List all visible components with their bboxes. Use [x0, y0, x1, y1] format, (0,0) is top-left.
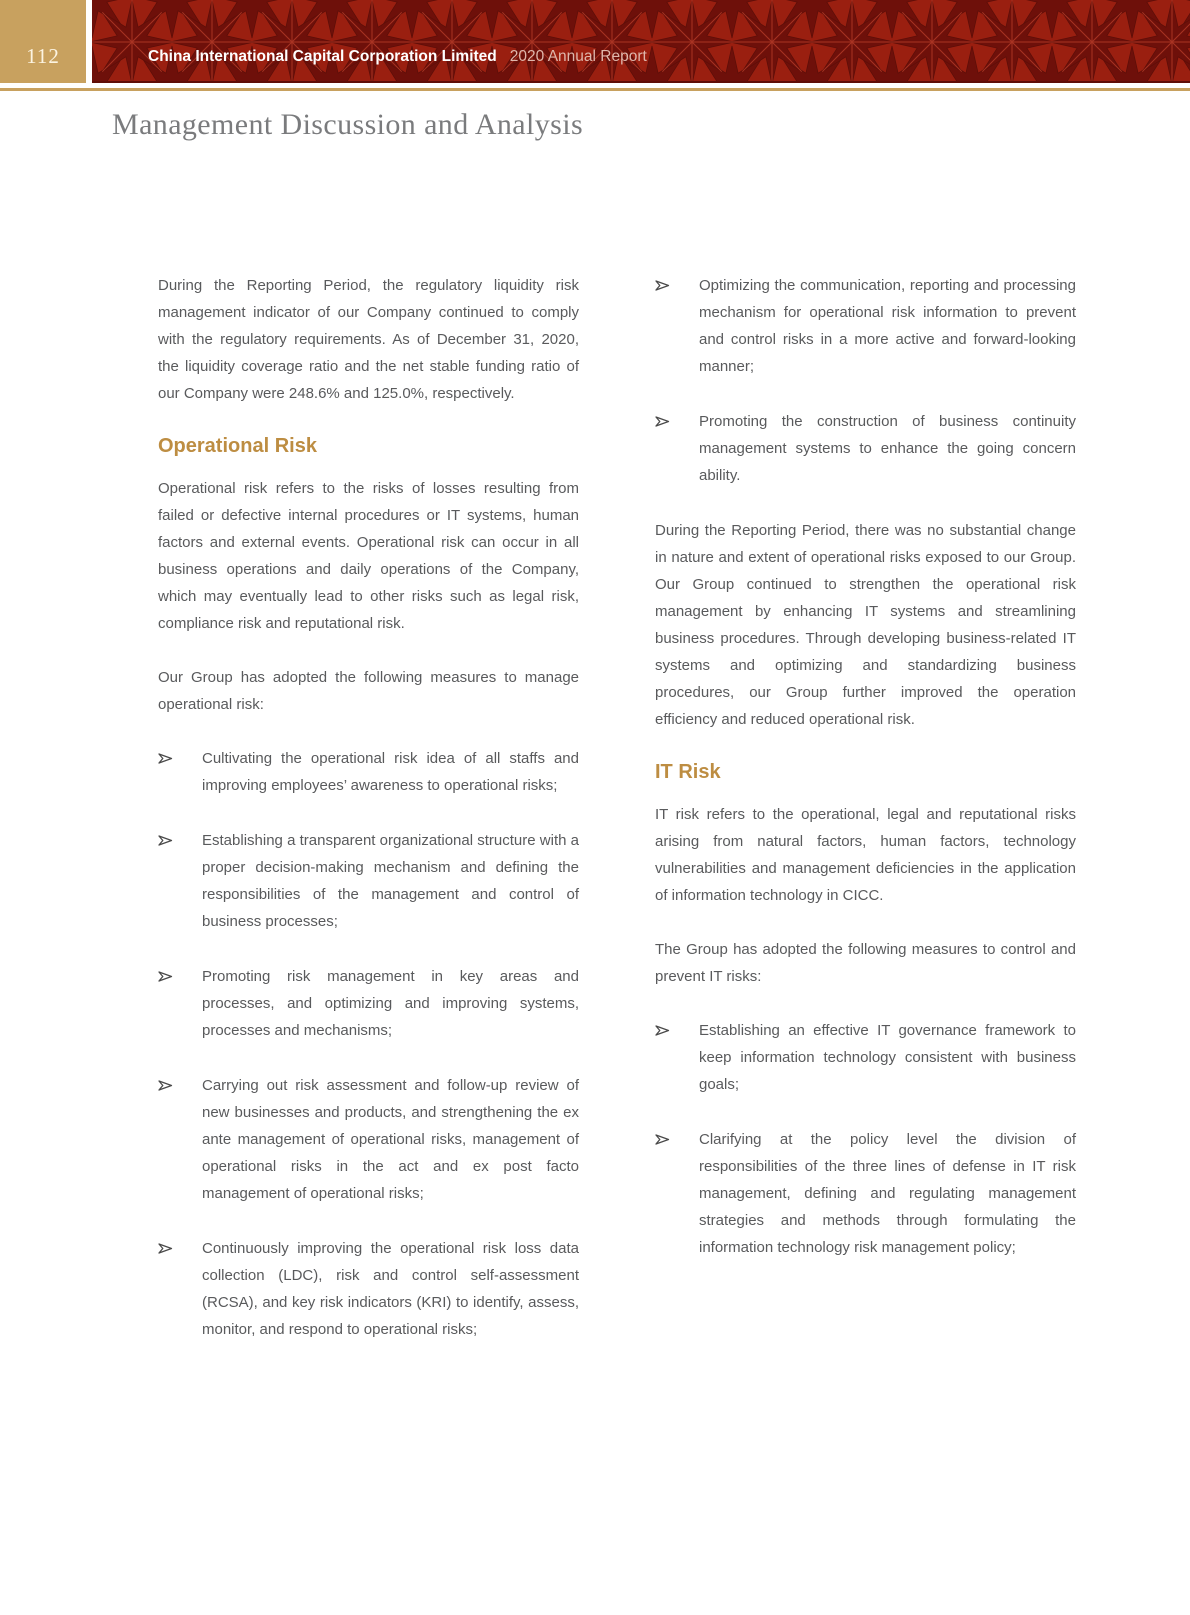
bullet-text: Clarifying at the policy level the division of responsibilities of the three lines of defense in IT risk management, defining and regulating management strategies and methods through formulating the information technology risk management policy; — [699, 1131, 1076, 1256]
bullet-item — [158, 1235, 579, 1343]
arrow-bullet-icon — [655, 272, 699, 380]
arrow-bullet-icon — [655, 408, 699, 489]
paragraph-operational-risk-definition: Operational risk refers to the risks of losses resulting from failed or defective internal procedures or IT systems, human factors and external events. Operational risk can occur in all business operations and daily operations of the Company, which may eventually lead to other risks such as legal risk, compliance risk and reputational risk. — [158, 480, 579, 632]
bullet-item — [655, 272, 1076, 380]
bullet-text: Establishing a transparent organizational structure with a proper decision-making mechanism and defining the responsibilities of the management and control of business processes; — [202, 832, 579, 930]
section-heading-it-risk: IT Risk — [655, 761, 721, 783]
right-column — [655, 272, 1076, 1261]
arrow-bullet-icon — [158, 1072, 202, 1207]
paragraph-it-measures-intro: The Group has adopted the following measures to control and prevent IT risks: — [655, 941, 1076, 985]
bullet-item — [158, 827, 579, 935]
bullet-item — [655, 1017, 1076, 1098]
arrow-bullet-icon — [158, 963, 202, 1044]
banner-text — [148, 49, 647, 65]
arrow-bullet-icon — [655, 1126, 699, 1261]
asanoha-pattern-background — [92, 0, 1190, 81]
bullet-item — [655, 408, 1076, 489]
report-banner — [92, 0, 1190, 83]
bullet-item — [158, 963, 579, 1044]
arrow-bullet-icon — [158, 745, 202, 799]
bullet-text: Continuously improving the operational risk loss data collection (LDC), risk and control self-assessment (RCSA), and key risk indicators (KRI) to identify, assess, monitor, and respond to operational risks; — [202, 1240, 579, 1338]
paragraph-measures-intro: Our Group has adopted the following measures to manage operational risk: — [158, 669, 579, 713]
section-heading-operational-risk: Operational Risk — [158, 435, 317, 457]
bullet-text: Establishing an effective IT governance framework to keep information technology consistent with business goals; — [699, 1022, 1076, 1093]
left-column — [158, 272, 579, 1343]
bullet-text: Optimizing the communication, reporting and processing mechanism for operational risk information to prevent and control risks in a more active and forward-looking manner; — [699, 277, 1076, 375]
report-edition: 2020 Annual Report — [509, 48, 647, 65]
gold-divider-rule — [0, 88, 1190, 91]
bullet-item — [158, 1072, 579, 1207]
bullet-item — [158, 745, 579, 799]
bullet-text: Carrying out risk assessment and follow-up review of new businesses and products, and strengthening the ex ante management of operational risks, management of operational risks in the act and ex post facto management of operational risks; — [202, 1077, 579, 1202]
bullet-text: Promoting the construction of business continuity management systems to enhance the going concern ability. — [699, 413, 1076, 484]
arrow-bullet-icon — [158, 1235, 202, 1343]
bullet-text: Promoting risk management in key areas and processes, and optimizing and improving systems, processes and mechanisms; — [202, 968, 579, 1039]
company-name: China International Capital Corporation Limited — [148, 48, 497, 65]
page-title: Management Discussion and Analysis — [112, 108, 584, 141]
paragraph-liquidity: During the Reporting Period, the regulatory liquidity risk management indicator of our Company continued to comply with the regulatory requirements. As of December 31, 2020, the liquidity coverage ratio and the net stable funding ratio of our Company were 248.6% and 125.0%, respectively. — [158, 277, 579, 402]
paragraph-operational-risk-summary: During the Reporting Period, there was no substantial change in nature and extent of operational risks exposed to our Group. Our Group continued to strengthen the operational risk management by enhancing IT systems and streamlining business procedures. Through developing business-related IT systems and optimizing and standardizing business procedures, our Group further improved the operation efficiency and reduced operational risk. — [655, 522, 1076, 728]
paragraph-it-risk-definition: IT risk refers to the operational, legal and reputational risks arising from natural factors, human factors, technology vulnerabilities and management deficiencies in the application of information technology in CICC. — [655, 806, 1076, 904]
page-number: 112 — [26, 44, 60, 68]
arrow-bullet-icon — [655, 1017, 699, 1098]
bullet-item — [655, 1126, 1076, 1261]
bullet-text: Cultivating the operational risk idea of all staffs and improving employees’ awareness to operational risks; — [202, 750, 579, 794]
page-number-box — [0, 0, 86, 83]
arrow-bullet-icon — [158, 827, 202, 935]
